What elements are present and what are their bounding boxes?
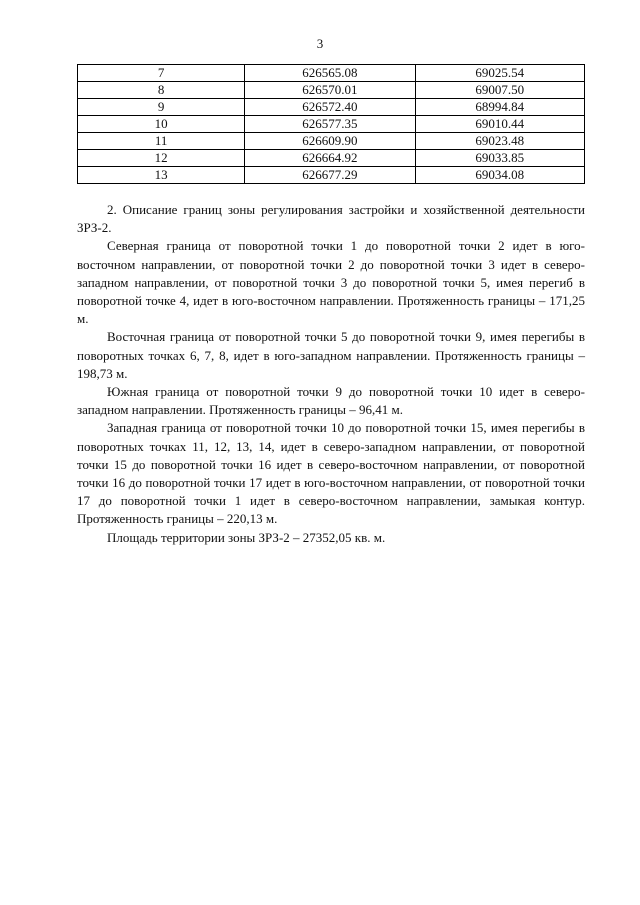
coordinates-table (77, 64, 585, 184)
boundary-description (77, 201, 585, 547)
point-number-cell: 9 (78, 99, 245, 116)
x-coordinate-cell: 626664.92 (245, 150, 415, 167)
table-row (78, 99, 585, 116)
page-number: 3 (316, 36, 324, 51)
y-coordinate-cell: 69033.85 (415, 150, 584, 167)
table-row (78, 167, 585, 184)
point-number-cell: 7 (78, 65, 245, 82)
table-row (78, 116, 585, 133)
x-coordinate-cell: 626577.35 (245, 116, 415, 133)
south-boundary-paragraph: Южная граница от поворотной точки 9 до поворотной точки 10 идет в северо-западном направлении. Протяженность границы – 96,41 м. (77, 384, 585, 418)
y-coordinate-cell: 69010.44 (415, 116, 584, 133)
west-boundary-paragraph: Западная граница от поворотной точки 10 до поворотной точки 15, имея перегибы в поворотных точках 11, 12, 13, 14, идет в северо-западном направлении, от поворотной точки 15 до поворотной точки 16 идет в северо-восточном направлении, от поворотной точки 16 до поворотной точки 17 идет в юго-восточном направлении, от поворотной точки 17 до поворотной точки 1 идет в северо-восточном направлении, замыкая контур. Протяженность границы – 220,13 м. (77, 420, 585, 527)
table-row (78, 133, 585, 150)
north-boundary-paragraph: Северная граница от поворотной точки 1 до поворотной точки 2 идет в юго-восточном направлении, от поворотной точки 2 до поворотной точки 3 идет в северо-западном направлении, от поворотной точки 3 до поворотной точки 5, имея перегиб в поворотной точке 4, идет в юго-восточном направлении. Протяженность границы – 171,25 м. (77, 238, 585, 327)
point-number-cell: 11 (78, 133, 245, 150)
east-boundary-paragraph: Восточная граница от поворотной точки 5 до поворотной точки 9, имея перегибы в поворотных точках 6, 7, 8, идет в юго-западном направлении. Протяженность границы – 198,73 м. (77, 329, 585, 381)
point-number-cell: 8 (78, 82, 245, 99)
point-number-cell: 12 (78, 150, 245, 167)
area-paragraph: Площадь территории зоны ЗРЗ-2 – 27352,05 кв. м. (107, 529, 386, 545)
x-coordinate-cell: 626565.08 (245, 65, 415, 82)
y-coordinate-cell: 69034.08 (415, 167, 584, 184)
y-coordinate-cell: 69007.50 (415, 82, 584, 99)
x-coordinate-cell: 626572.40 (245, 99, 415, 116)
section-heading: 2. Описание границ зоны регулирования застройки и хозяйственной деятельности ЗРЗ-2. (77, 202, 585, 236)
table-row (78, 150, 585, 167)
y-coordinate-cell: 69025.54 (415, 65, 584, 82)
table-row (78, 65, 585, 82)
y-coordinate-cell: 69023.48 (415, 133, 584, 150)
x-coordinate-cell: 626677.29 (245, 167, 415, 184)
point-number-cell: 10 (78, 116, 245, 133)
y-coordinate-cell: 68994.84 (415, 99, 584, 116)
x-coordinate-cell: 626570.01 (245, 82, 415, 99)
point-number-cell: 13 (78, 167, 245, 184)
x-coordinate-cell: 626609.90 (245, 133, 415, 150)
table-row (78, 82, 585, 99)
